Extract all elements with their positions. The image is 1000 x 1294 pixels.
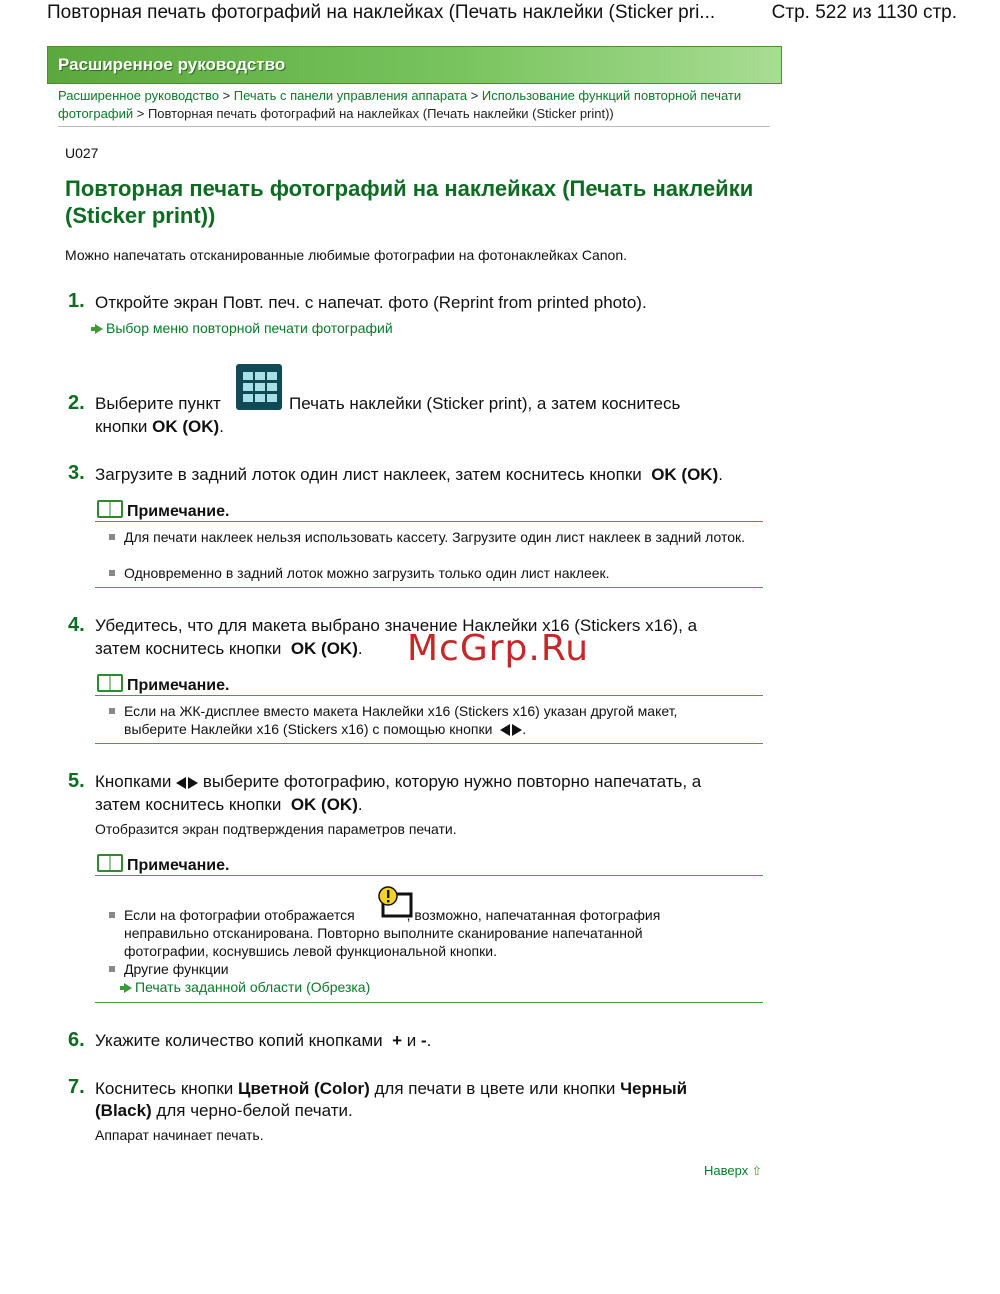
step-1-text: Откройте экран Повт. печ. с напечат. фото (Reprint from printed photo).	[95, 293, 647, 312]
step-2-text-c: кнопки	[95, 417, 148, 436]
note-bullet	[109, 960, 749, 978]
breadcrumb-separator: >	[136, 106, 145, 121]
right-arrow-icon	[188, 777, 198, 789]
black-button-label: (Black)	[95, 1101, 152, 1120]
note-title	[97, 500, 229, 521]
punct: .	[522, 721, 527, 737]
step-2-text-b: Печать наклейки (Sticker print), а затем коснитесь	[289, 394, 681, 413]
step-5-text-c: затем коснитесь кнопки	[95, 795, 282, 814]
book-icon	[97, 854, 123, 872]
step-6-text-a: Укажите количество копий кнопками	[95, 1031, 383, 1050]
page-counter: Стр. 522 из 1130 стр.	[771, 2, 957, 23]
arrow-right-icon	[95, 324, 103, 334]
punct: .	[426, 1031, 432, 1050]
page-header	[47, 2, 957, 26]
note-bullet-text: выберите Наклейки x16 (Stickers x16) с помощью кнопки	[124, 721, 493, 737]
ok-button-label: OK (OK)	[290, 795, 358, 814]
breadcrumb-link-reprint-functions[interactable]: Использование функций повторной печати фотографий	[58, 88, 742, 121]
watermark: McGrp.Ru	[407, 628, 590, 669]
note-bullet-text: фотографии, коснувшись левой функциональной кнопки.	[124, 943, 497, 959]
plus-button-label: +	[392, 1031, 403, 1050]
step-3-text-a: Загрузите в задний лоток один лист наклеек, затем коснитесь кнопки	[95, 465, 642, 484]
note-divider	[95, 743, 763, 744]
step-5-text-a: Кнопками	[95, 772, 172, 791]
note-bullet-text: неправильно отсканирована. Повторно выполните сканирование напечатанной	[124, 925, 643, 941]
breadcrumb-divider	[58, 126, 770, 127]
note-bullet	[109, 528, 749, 546]
punct: .	[219, 417, 224, 436]
book-icon	[97, 500, 123, 518]
ok-button-label: OK (OK)	[152, 417, 220, 436]
step-5-text-b: выберите фотографию, которую нужно повторно напечатать, а	[202, 772, 702, 791]
punct: .	[718, 465, 723, 484]
note-bullet-text: Другие функции	[124, 961, 229, 977]
breadcrumb-separator: >	[222, 88, 231, 103]
step-2-text-a: Выберите пункт	[95, 394, 221, 413]
minus-button-label: -	[420, 1031, 427, 1050]
right-arrow-icon	[512, 724, 522, 736]
note-bullet-text: Если на ЖК-дисплее вместо макета Наклейки x16 (Stickers x16) указан другой макет,	[124, 703, 678, 719]
ok-button-label: OK (OK)	[290, 639, 358, 658]
step-5-subtext: Отобразится экран подтверждения параметров печати.	[95, 821, 457, 837]
arrow-up-icon: ⇧	[751, 1164, 762, 1178]
breadcrumb	[58, 87, 770, 123]
page-title: Повторная печать фотографий на наклейках (Печать наклейки (Sticker print))	[65, 176, 754, 228]
note-title	[97, 854, 229, 875]
note-divider	[95, 587, 763, 588]
step-number: 7.	[68, 1076, 85, 1098]
step-5-line-2	[95, 793, 765, 816]
note-bullet-text: , возможно, напечатанная фотография	[406, 907, 661, 923]
doc-code: U027	[65, 145, 99, 161]
note-title-label: Примечание.	[127, 677, 230, 694]
step-number: 1.	[68, 290, 85, 312]
step-4-text-b: затем коснитесь кнопки	[95, 639, 282, 658]
step-7-line-2	[95, 1099, 765, 1122]
step-1-link[interactable]	[95, 320, 393, 336]
book-icon	[97, 674, 123, 692]
black-button-label: Черный	[620, 1079, 688, 1098]
note-divider	[95, 875, 763, 876]
punct: .	[357, 795, 363, 814]
step-number: 2.	[68, 392, 85, 414]
trimming-link-label: Печать заданной области (Обрезка)	[135, 979, 371, 995]
page-header-title: Повторная печать фотографий на наклейках (Печать наклейки (Sticker pri...	[47, 2, 716, 23]
intro-text: Можно напечатать отсканированные любимые фотографии на фотонаклейках Canon.	[65, 247, 627, 263]
note-bullet-text: Одновременно в задний лоток можно загрузить только один лист наклеек.	[124, 565, 610, 581]
note-bullet-text: Для печати наклеек нельзя использовать кассету. Загрузите один лист наклеек в задний лоток.	[124, 529, 746, 545]
breadcrumb-link-panel-printing[interactable]: Печать с панели управления аппарата	[233, 88, 468, 103]
step-number: 3.	[68, 462, 85, 484]
note-divider	[95, 695, 763, 696]
note-title	[97, 674, 229, 695]
step-6-text	[95, 1029, 765, 1052]
breadcrumb-separator: >	[470, 88, 479, 103]
section-banner	[47, 46, 782, 84]
note-bullet-text: Если на фотографии отображается	[124, 907, 355, 923]
back-to-top-label: Наверх	[704, 1163, 749, 1178]
punct: .	[357, 639, 363, 658]
step-number: 6.	[68, 1029, 85, 1051]
sticker-print-icon	[236, 364, 282, 410]
step-4-text-a: Убедитесь, что для макета выбрано значение Наклейки x16 (Stickers x16), а	[95, 616, 698, 635]
step-7-line-1	[95, 1077, 765, 1100]
color-button-label: Цветной (Color)	[238, 1079, 370, 1098]
step-number: 4.	[68, 614, 85, 636]
step-7-text-c: для черно-белой печати.	[156, 1101, 353, 1120]
note-bullet	[109, 906, 749, 960]
step-7-subtext: Аппарат начинает печать.	[95, 1127, 264, 1143]
banner-label: Расширенное руководство	[58, 55, 286, 74]
left-arrow-icon	[176, 777, 186, 789]
step-7-text-a: Коснитесь кнопки	[95, 1079, 234, 1098]
breadcrumb-link-advanced-guide[interactable]: Расширенное руководство	[58, 88, 219, 103]
ok-button-label: OK (OK)	[651, 465, 719, 484]
note-bullet	[109, 564, 749, 582]
trimming-link[interactable]	[124, 979, 370, 995]
note-divider	[95, 1002, 763, 1003]
arrow-right-icon	[124, 983, 132, 993]
step-5-line-1	[95, 770, 765, 793]
breadcrumb-current: Повторная печать фотографий на наклейках (Печать наклейки (Sticker print))	[147, 106, 614, 121]
conjunction: и	[406, 1031, 417, 1050]
step-2-line-2	[95, 415, 765, 438]
note-title-label: Примечание.	[127, 503, 230, 520]
note-divider	[95, 521, 763, 522]
left-arrow-icon	[500, 724, 510, 736]
step-3-text	[95, 463, 765, 486]
step-number: 5.	[68, 770, 85, 792]
back-to-top-link[interactable]	[704, 1163, 762, 1178]
step-7-text-b: для печати в цвете или кнопки	[374, 1079, 616, 1098]
note-title-label: Примечание.	[127, 857, 230, 874]
step-1-link-label: Выбор меню повторной печати фотографий	[106, 320, 393, 336]
note-bullet	[109, 702, 749, 738]
